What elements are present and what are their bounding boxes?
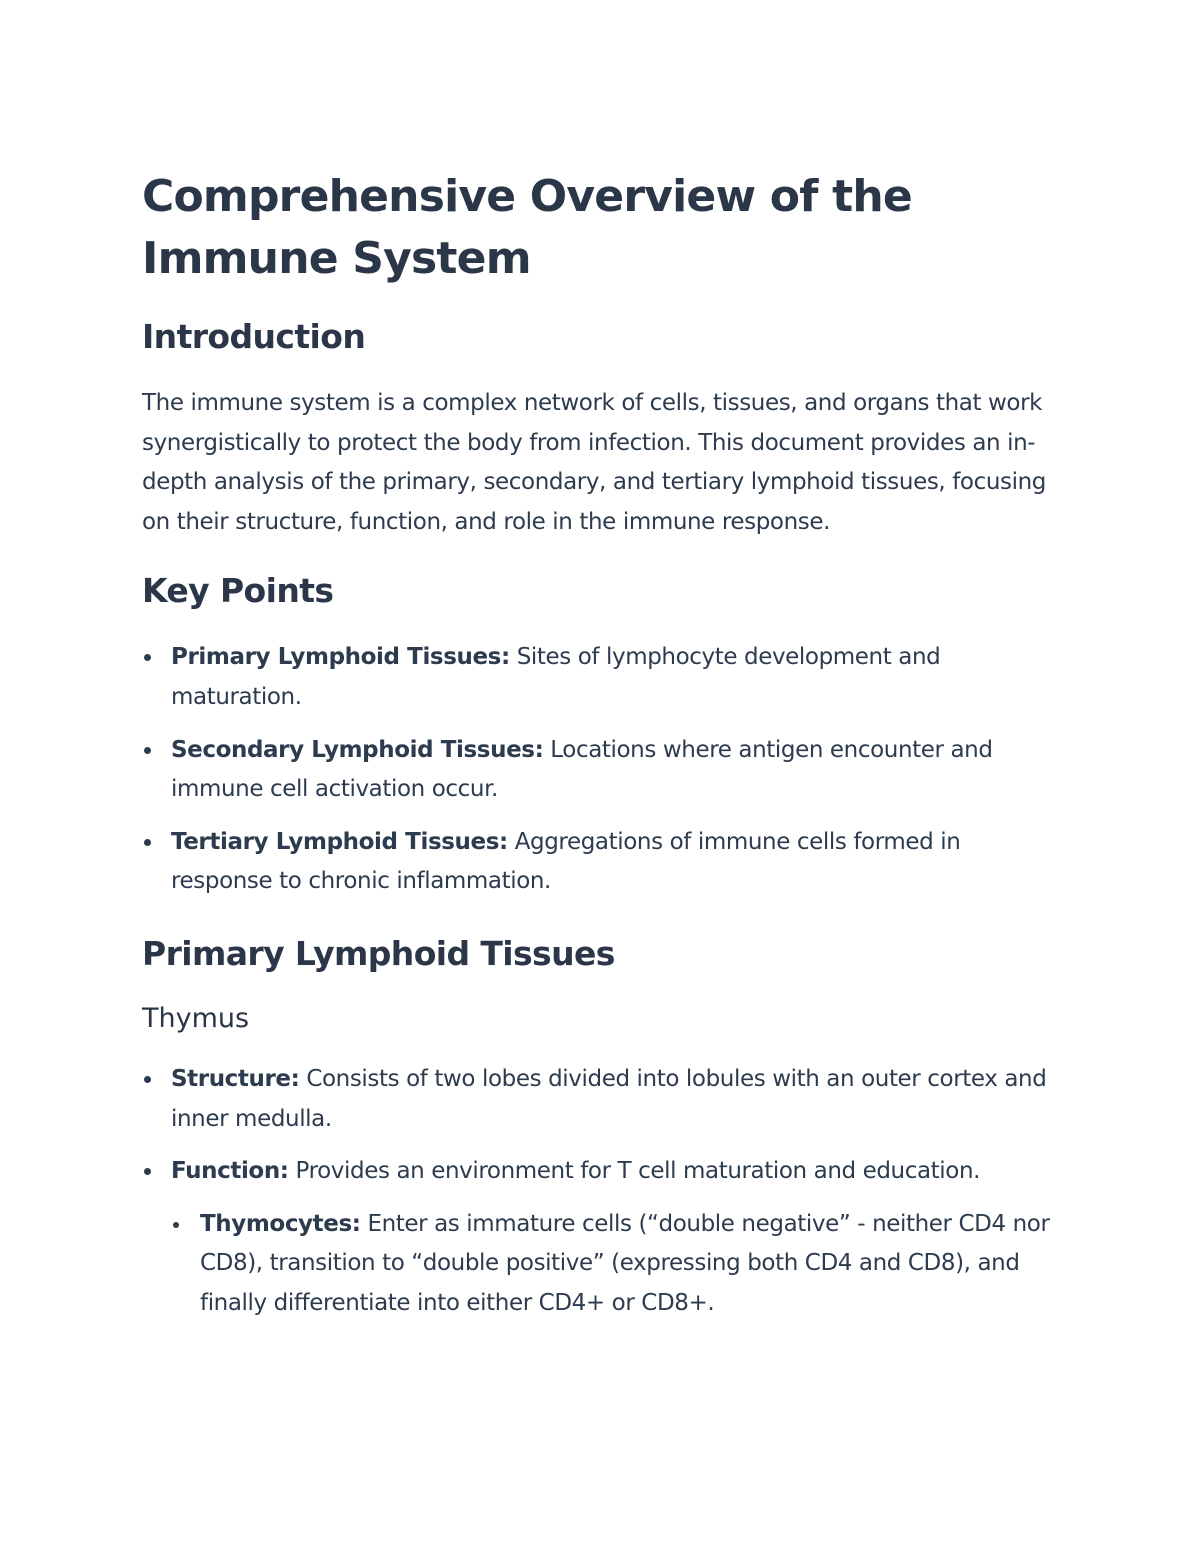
- thymus-sub-list: [171, 1205, 1062, 1324]
- list-item: [142, 823, 1062, 902]
- list-item: [142, 638, 1062, 717]
- list-item-label: Tertiary Lymphoid Tissues:: [171, 828, 508, 855]
- list-item-label: Thymocytes:: [200, 1210, 361, 1237]
- list-item: [142, 731, 1062, 810]
- key-points-list: [142, 638, 1062, 902]
- list-item-text: Locations where antigen encounter and immune cell activation occur.: [171, 736, 993, 803]
- thymus-heading: Thymus: [142, 1002, 250, 1034]
- list-item: [142, 1060, 1062, 1139]
- primary-lymphoid-heading: Primary Lymphoid Tissues: [142, 933, 615, 973]
- list-item-label: Structure:: [171, 1065, 300, 1092]
- document-page: [142, 166, 1062, 1324]
- introduction-paragraph: The immune system is a complex network of cells, tissues, and organs that work synergistically to protect the body from infection. This document provides an in-depth analysis of the primary, secondary, and tertiary lymphoid tissues, focusing on their structure, function, and role in the immune response.: [142, 390, 1046, 535]
- list-item-label: Secondary Lymphoid Tissues:: [171, 736, 544, 763]
- list-item-text: Sites of lymphocyte development and maturation.: [171, 644, 941, 710]
- introduction-heading: Introduction: [142, 317, 366, 356]
- list-item-label: Primary Lymphoid Tissues:: [171, 644, 510, 671]
- page-title: Comprehensive Overview of the Immune System: [142, 171, 912, 284]
- list-item-label: Function:: [171, 1158, 289, 1185]
- list-item-text: Enter as immature cells (“double negative” - neither CD4 nor CD8), transition to “double positive” (expressing both CD4 and CD8), and finally differentiate into either CD4+ or CD8+.: [200, 1210, 1050, 1316]
- key-points-heading: Key Points: [142, 571, 334, 611]
- list-item-text: Aggregations of immune cells formed in response to chronic inflammation.: [171, 828, 961, 895]
- list-item-text: Consists of two lobes divided into lobules with an outer cortex and inner medulla.: [171, 1065, 1047, 1132]
- thymus-list: [142, 1060, 1062, 1324]
- list-item: [142, 1152, 1062, 1323]
- list-item-text: Provides an environment for T cell maturation and education.: [288, 1158, 981, 1185]
- list-item: [171, 1205, 1062, 1324]
